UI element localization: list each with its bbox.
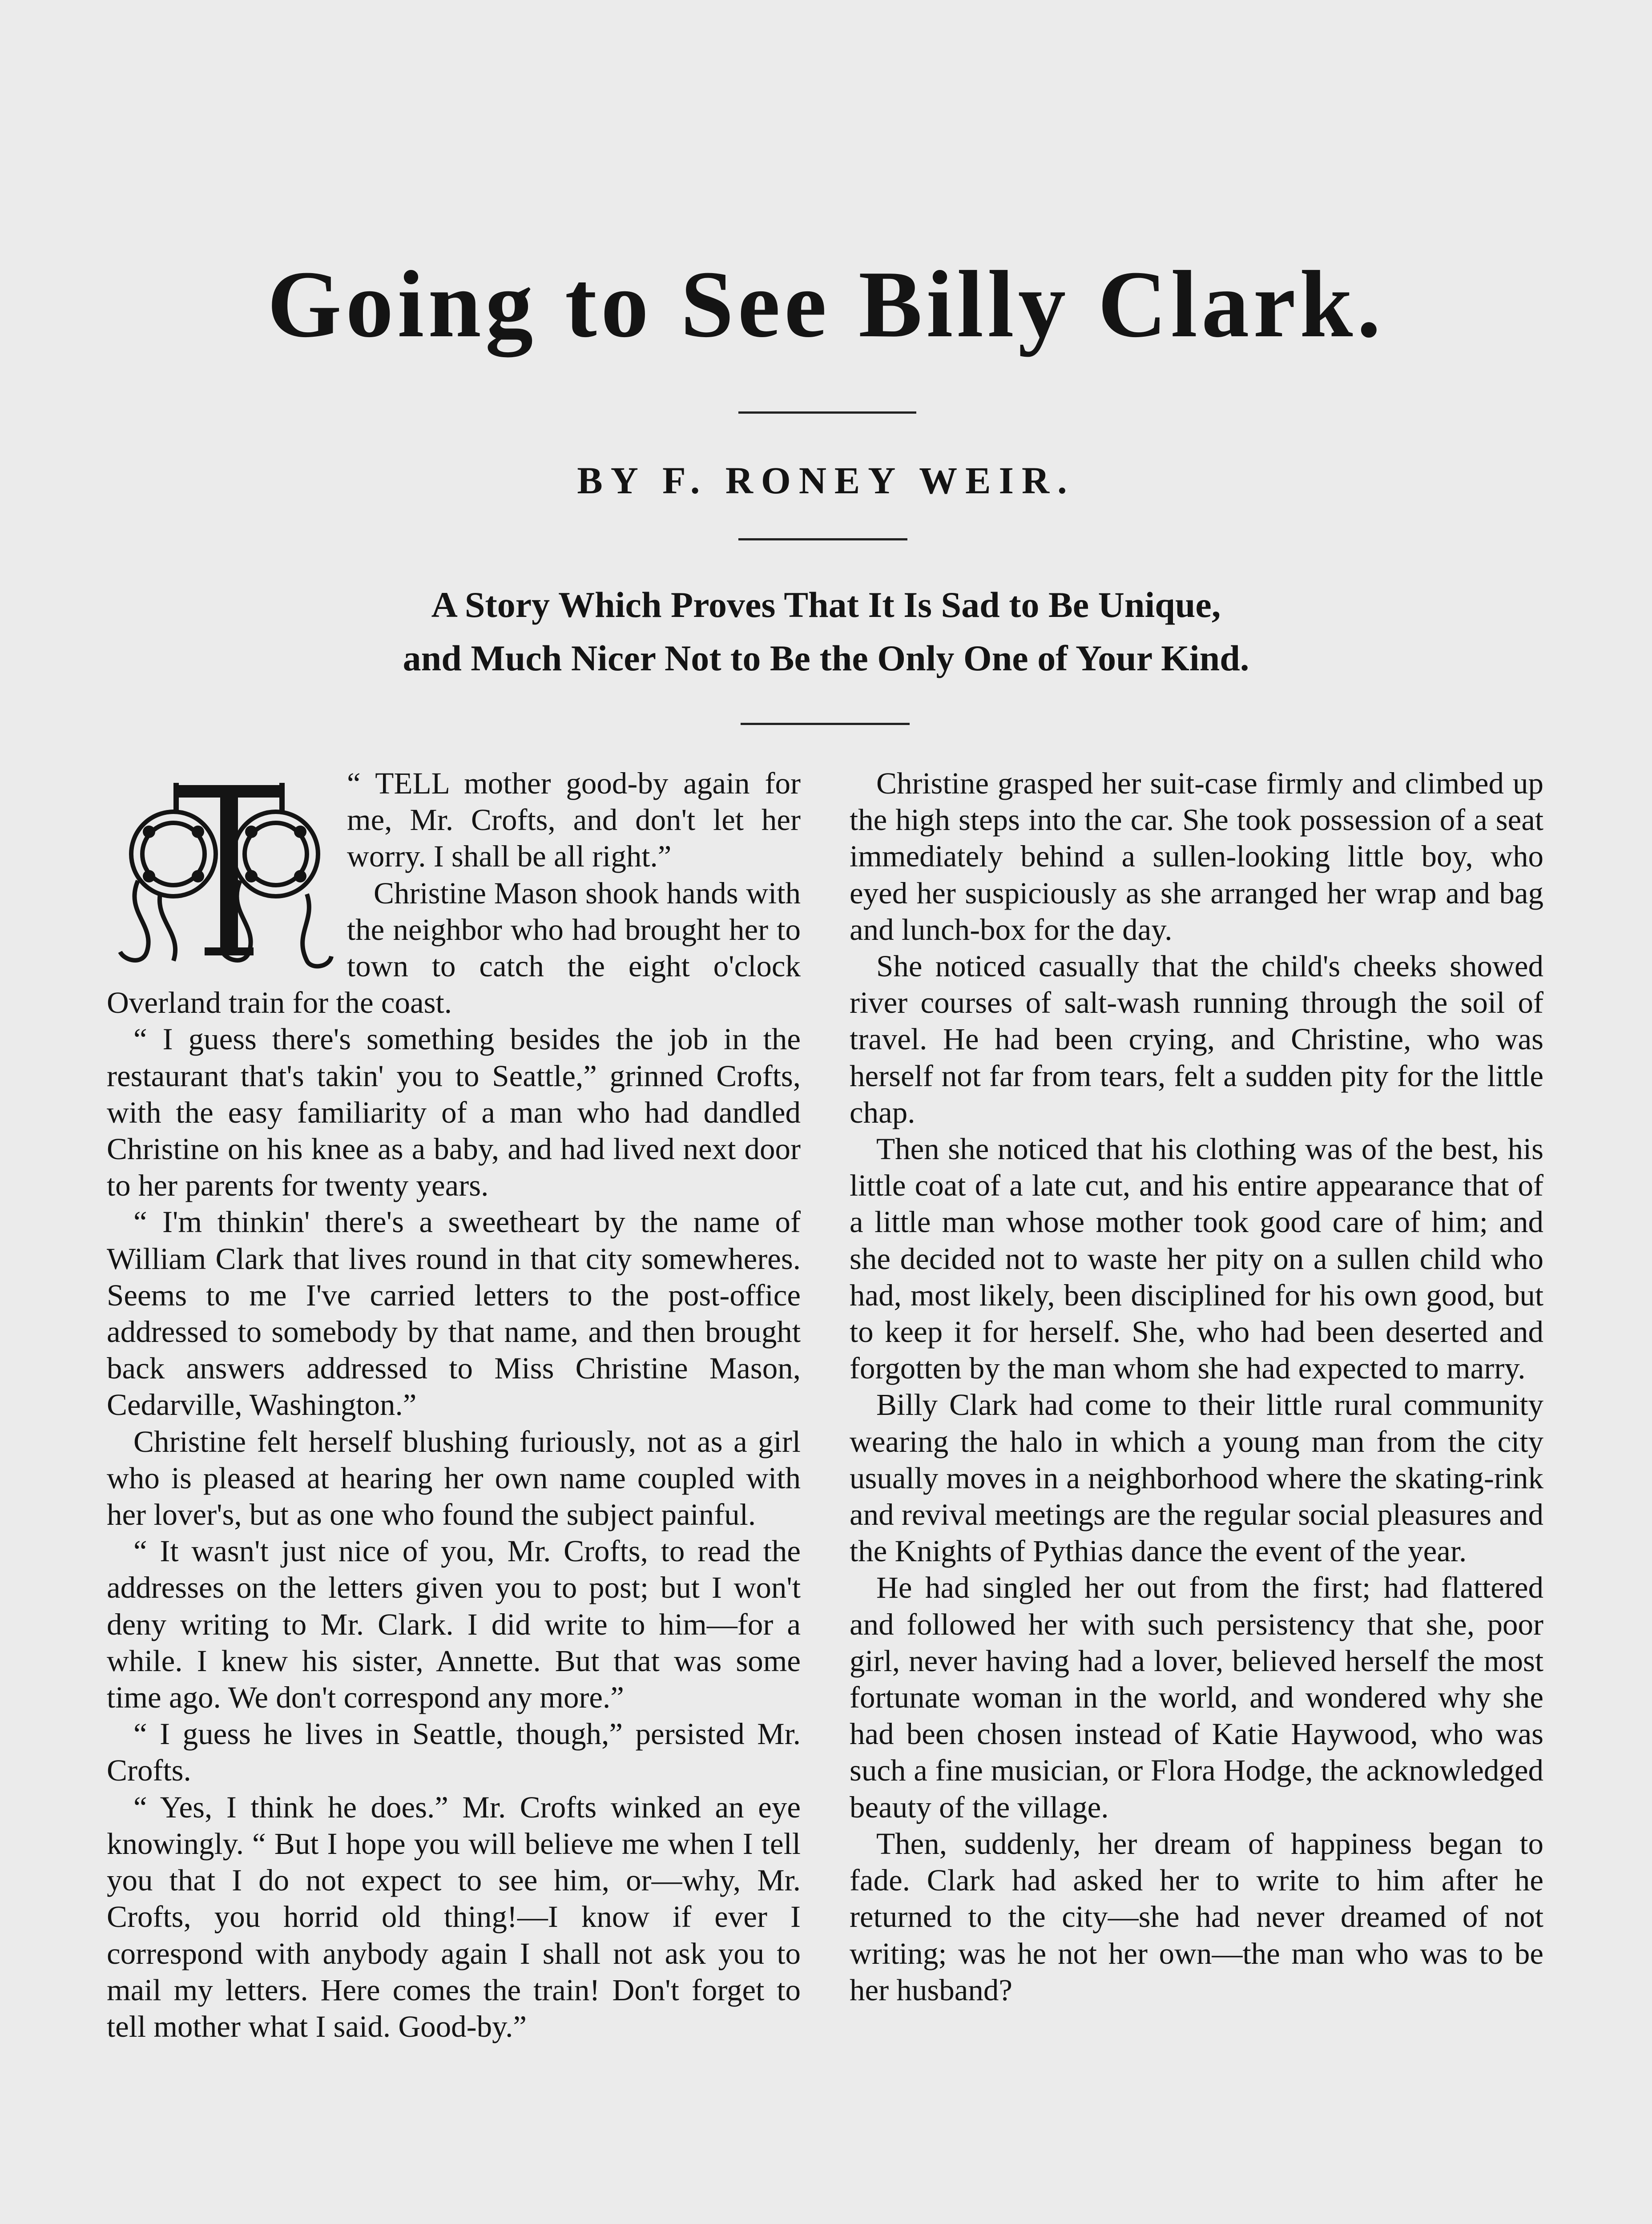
paragraph: “ TELL mother good-by again for me, Mr. Crofts, and don't let her worry. I shall be all right.” [347,766,801,874]
right-column [850,765,1543,2008]
paragraph: He had singled her out from the first; had flattered and followed her with such persistency that she, poor girl, never having had a lover, believed herself the most fortunate woman in the world, and wondered why she had been chosen instead of Katie Haywood, who was such a fine musician, or Flora Hodge, the acknowledged beauty of the village. [850,1571,1543,1824]
subtitle-rule [741,723,910,725]
article-subtitle [178,578,1474,685]
left-column [107,765,801,2045]
paragraph: Billy Clark had come to their little rural community wearing the halo in which a young man from the city usually moves in a neighborhood where the skating-rink and revival meetings are the regular social pleasures and the Knights of Pythias dance the event of the year. [850,1388,1543,1568]
paragraph: Christine Mason shook hands with the neighbor who had brought her to town to catch the eight o'clock Overland train for the coast. [107,876,801,1020]
paragraph: Christine grasped her suit-case firmly and climbed up the high steps into the car. She took possession of a seat immediately behind a sullen-looking little boy, who eyed her suspiciously as she arranged her wrap and bag and lunch-box for the day. [850,766,1543,947]
byline-rule [738,538,907,540]
subtitle-line-2: and Much Nicer Not to Be the Only One of Your Kind. [403,638,1249,678]
dropcap-ornament-icon [107,765,342,974]
paragraph: “ I'm thinkin' there's a sweetheart by the name of William Clark that lives round in that city somewheres. Seems to me I've carried letters to the post-office addressed to somebody by that name, and then brought back answers addressed to Miss Christine Mason, Cedarville, Washington.” [107,1205,801,1422]
ornate-dropcap-image [107,765,347,979]
paragraph: Then, suddenly, her dream of happiness began to fade. Clark had asked her to write to him after he returned to the city—she had never dreamed of not writing; was he not her own—the man who was to be her husband? [850,1826,1543,2007]
subtitle-line-1: A Story Which Proves That It Is Sad to Be Unique, [431,584,1221,625]
paragraph: Christine felt herself blushing furiously, not as a girl who is pleased at hearing her own name coupled with her lover's, but as one who found the subject painful. [107,1424,801,1532]
paragraph: Then she noticed that his clothing was of the best, his little coat of a late cut, and his entire appearance that of a little man whose mother took good care of him; and she decided not to waste her pity on a sullen child who had, most likely, been disciplined for his own good, but to keep it for herself. She, who had been deserted and forgotten by the man whom she had expected to marry. [850,1132,1543,1386]
paragraph: “ I guess there's something besides the job in the restaurant that's takin' you to Seattle,” grinned Crofts, with the easy familiarity of a man who had dandled Christine on his knee as a baby, and had lived next door to her parents for twenty years. [107,1022,801,1203]
paragraph: “ It wasn't just nice of you, Mr. Crofts, to read the addresses on the letters given you to post; but I won't deny writing to Mr. Clark. I did write to him—for a while. I knew his sister, Annette. But that was some time ago. We don't correspond any more.” [107,1534,801,1715]
paragraph: “ I guess he lives in Seattle, though,” persisted Mr. Crofts. [107,1717,801,1788]
article-byline: BY F. RONEY WEIR. [577,459,1075,502]
paragraph: She noticed casually that the child's cheeks showed river courses of salt-wash running through the soil of travel. He had been crying, and Christine, who was herself not far from tears, felt a sudden pity for the little chap. [850,949,1543,1129]
article-title: Going to See Billy Clark. [267,251,1385,357]
title-rule [738,411,916,414]
paragraph: “ Yes, I think he does.” Mr. Crofts winked an eye knowingly. “ But I hope you will believe me when I tell you that I do not expect to see him, or—why, Mr. Crofts, you horrid old thing!—I know if ever I correspond with anybody again I shall not ask you to mail my letters. Here comes the train! Don't forget to tell mother what I said. Good-by.” [107,1790,801,2043]
